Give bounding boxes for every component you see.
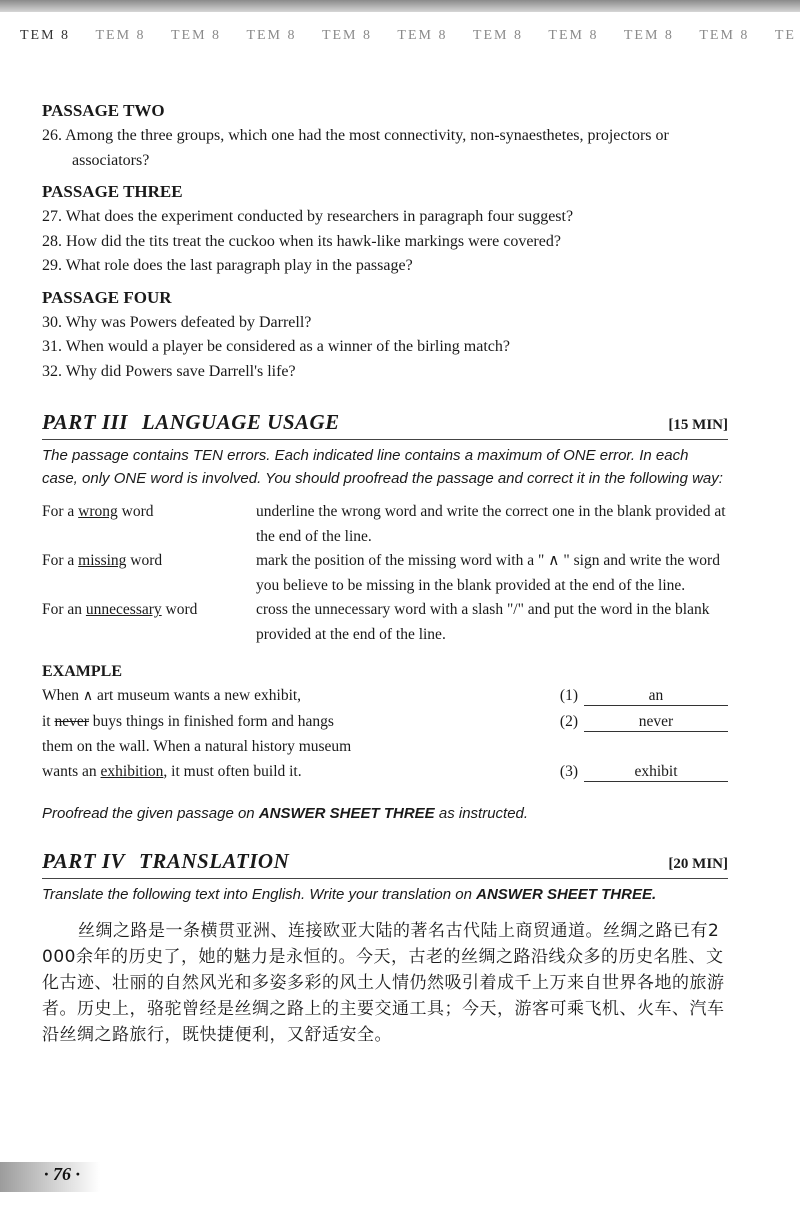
example-number-3: (3) (559, 763, 578, 780)
running-label: TEM 8 (321, 28, 372, 43)
part-3-title (42, 410, 340, 435)
question-27: 27. What does the experiment conducted by researchers in paragraph four suggest? (42, 208, 574, 225)
question-29: 29. What role does the last paragraph play in the passage? (42, 257, 413, 274)
part-3-closing: Proofread the given passage on ANSWER SHEET THREE as instructed. (42, 805, 529, 822)
rule-desc-missing: mark the position of the missing word with a " ∧ " sign and write the word you believe to be missing in the blank provided at the end of the line. (256, 552, 720, 594)
proofread-rules (42, 500, 728, 647)
running-label: TEM 8 (623, 28, 674, 43)
example-line-2: it never buys things in finished form and hangs (42, 713, 334, 730)
part-4-title (42, 849, 289, 874)
example-line-3: them on the wall. When a natural history museum (42, 738, 352, 755)
rule-label-unnecessary: For an unnecessary word (42, 601, 198, 618)
question-26: 26. Among the three groups, which one had the most connectivity, non-synaesthetes, projectors or associators? (42, 127, 669, 169)
example-number-empty (548, 734, 584, 759)
part-3-instruction: The passage contains TEN errors. Each indicated line contains a maximum of ONE error. In each case, only ONE word is involved. You should proofread the passage and correct it in the following way: (42, 447, 723, 487)
page-content (42, 100, 728, 1048)
example-answer-empty (584, 734, 728, 756)
running-label: TEM 8 (246, 28, 297, 43)
question-32: 32. Why did Powers save Darrell's life? (42, 362, 296, 380)
struck-word: never (54, 713, 89, 730)
example-line-4: wants an exhibition, it must often build it. (42, 763, 302, 780)
part-4-roman: PART IV (42, 849, 126, 873)
example-block (42, 683, 728, 784)
running-label: TEM 8 (472, 28, 523, 43)
passage-three-heading: PASSAGE THREE (42, 182, 183, 201)
running-label: TEM 8 (699, 28, 750, 43)
part-3-header (42, 410, 728, 440)
part-3-name: LANGUAGE USAGE (141, 410, 340, 434)
running-header (0, 28, 800, 48)
example-number-2: (2) (559, 713, 578, 730)
question-30: 30. Why was Powers defeated by Darrell? (42, 313, 312, 331)
running-label: TEM 8 (20, 28, 71, 43)
passage-three-questions (42, 205, 728, 279)
example-answer-1: an (584, 683, 728, 706)
passage-four-questions (42, 311, 728, 385)
translation-source-text: 丝绸之路是一条横贯亚洲、连接欧亚大陆的著名古代陆上商贸通道。丝绸之路已有2 000余年的历史了，她的魅力是永恒的。今天，古老的丝绸之路沿线众多的历史名胜、文化古迹、壮丽的自然风光和多姿多彩的风土人情仍然吸引着成千上万来自世界各地的旅游者。历史上，骆驼曾经是丝绸之路上的主要交通工具；今天，游客可乘飞机、火车、汽车沿丝绸之路旅行，既快捷便利，又舒适安全。 (42, 921, 725, 1045)
passage-two-heading: PASSAGE TWO (42, 101, 165, 120)
insert-caret: ∧ (82, 688, 94, 704)
part-4-instruction: Translate the following text into English. Write your translation on ANSWER SHEET THREE. (42, 886, 657, 903)
example-answer-2: never (584, 709, 728, 732)
part-4-name: TRANSLATION (139, 849, 290, 873)
part-4-header (42, 849, 728, 879)
part-4-time: [20 MIN] (668, 856, 728, 872)
question-31: 31. When would a player be considered as a winner of the birling match? (42, 338, 510, 355)
example-line-1: When ∧ art museum wants a new exhibit, (42, 687, 302, 704)
rule-label-wrong: For a wrong word (42, 503, 154, 520)
running-label: TEM 8 (95, 28, 146, 43)
page-number: · 76 · (44, 1164, 80, 1184)
rule-label-missing: For a missing word (42, 552, 163, 569)
example-heading: EXAMPLE (42, 663, 122, 680)
rule-desc-unnecessary: cross the unnecessary word with a slash "/" and put the word in the blank provided at the end of the line. (256, 601, 710, 643)
running-label: TEM 8 (548, 28, 599, 43)
question-28: 28. How did the tits treat the cuckoo when its hawk-like markings were covered? (42, 232, 561, 250)
example-answer-3: exhibit (584, 759, 728, 782)
running-label: TEM 8 (397, 28, 448, 43)
rule-desc-wrong: underline the wrong word and write the correct one in the blank provided at the end of the line. (256, 503, 726, 545)
underlined-word: exhibition (100, 763, 164, 780)
passage-four-heading: PASSAGE FOUR (42, 287, 172, 307)
passage-two-questions (42, 124, 728, 173)
running-label: TE (774, 28, 796, 43)
running-label: TEM 8 (170, 28, 222, 43)
part-3-roman: PART III (42, 410, 128, 434)
header-band (0, 0, 800, 12)
example-number-1: (1) (559, 687, 578, 704)
part-3-time: [15 MIN] (668, 417, 728, 433)
